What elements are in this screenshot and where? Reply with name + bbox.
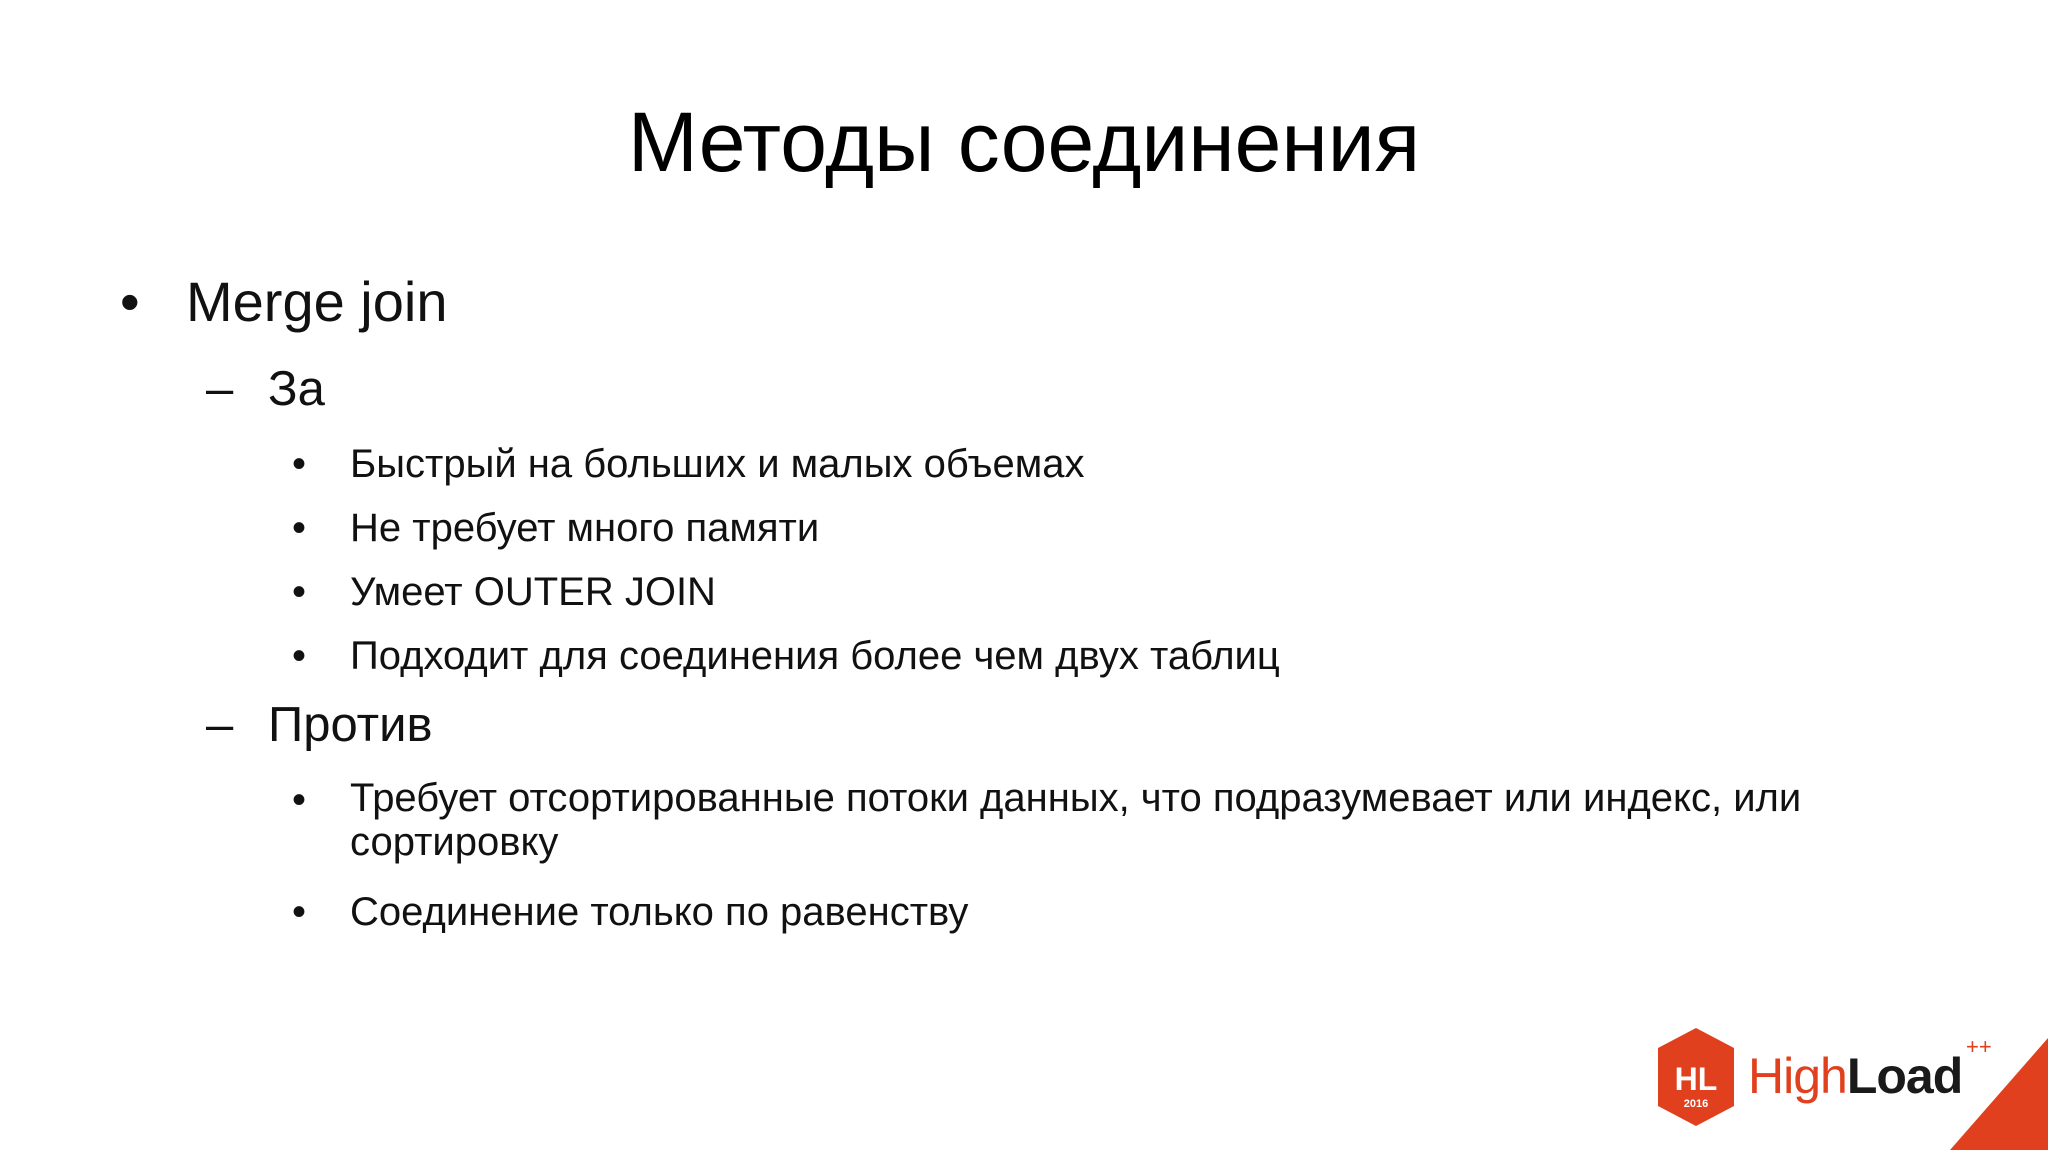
bullet-marker: • [292,890,307,934]
dash-marker: – [206,362,234,416]
list-item-text: Подходит для соединения более чем двух таблиц [350,634,1280,678]
bullet-marker: • [292,778,307,822]
bullet-marker: • [292,570,307,614]
dash-marker: – [206,698,234,752]
list-item-text: Быстрый на больших и малых объемах [350,442,1085,486]
corner-triangle-icon [1950,1038,2048,1150]
list-item-text: Против [268,698,433,752]
list-item-text: Соединение только по равенству [350,890,969,934]
logo-plus: ++ [1966,1034,1992,1059]
list-item-text: Умеет OUTER JOIN [350,570,716,614]
list-item-text: Merge join [186,270,448,333]
logo-year: 2016 [1683,1098,1709,1110]
list-item-text: Требует отсортированные потоки данных, что подразумевает или индекс, или сортировку [350,776,1802,864]
bullet-marker: • [120,270,140,333]
logo-word-high: High [1748,1048,1847,1104]
highload-logo [1650,1020,2048,1150]
slide-title: Методы соединения [627,95,1421,189]
logo-word-load: Load [1846,1048,1963,1104]
list-item-level3 [292,776,1992,876]
list-item-text: За [268,362,325,416]
logo-badge-text: HL [1674,1061,1718,1097]
bullet-marker: • [292,506,307,550]
bullet-marker: • [292,442,307,486]
bullet-marker: • [292,634,307,678]
list-item-text: Не требует много памяти [350,506,820,550]
logo-wordmark [1748,1046,1962,1106]
